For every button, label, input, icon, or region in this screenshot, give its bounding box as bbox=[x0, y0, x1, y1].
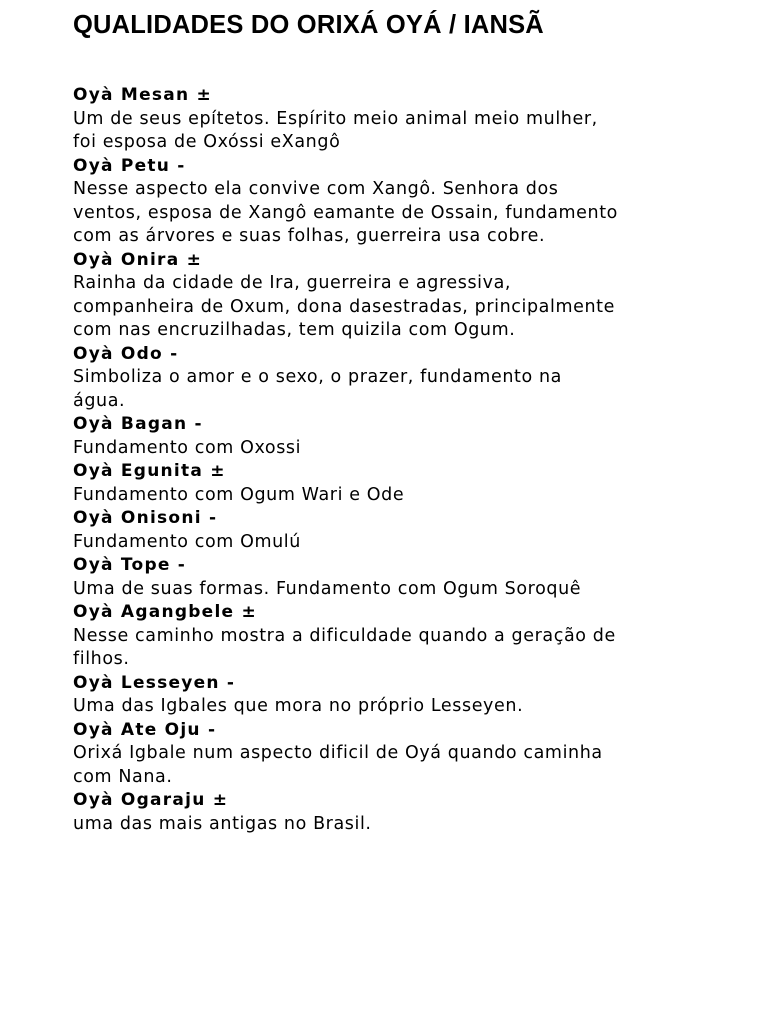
quality-name: Oyà Onisoni - bbox=[73, 508, 218, 528]
description-line: com nas encruzilhadas, tem quizila com Ogum. bbox=[73, 320, 516, 340]
quality-name: Oyà Lesseyen - bbox=[73, 672, 236, 693]
quality-entry bbox=[73, 601, 753, 672]
quality-entry bbox=[73, 343, 753, 414]
quality-description bbox=[73, 484, 753, 508]
quality-description bbox=[73, 178, 753, 249]
description-line: filhos. bbox=[73, 649, 130, 669]
description-line: com as árvores e suas folhas, guerreira usa cobre. bbox=[73, 226, 546, 246]
quality-entry bbox=[73, 719, 753, 790]
quality-description bbox=[73, 108, 753, 155]
quality-name: Oyà Mesan ± bbox=[73, 85, 212, 105]
description-line: uma das mais antigas no Brasil. bbox=[73, 813, 372, 834]
quality-description bbox=[73, 813, 753, 837]
qualities-list bbox=[73, 84, 753, 836]
description-line: com Nana. bbox=[73, 766, 173, 787]
quality-entry bbox=[73, 155, 753, 249]
quality-description bbox=[73, 366, 753, 413]
description-line: companheira de Oxum, dona dasestradas, principalmente bbox=[73, 296, 615, 317]
quality-entry bbox=[73, 249, 753, 343]
description-line: Nesse caminho mostra a dificuldade quando a geração de bbox=[73, 625, 616, 646]
quality-name: Oyà Ate Oju - bbox=[73, 719, 217, 740]
quality-description bbox=[73, 578, 753, 602]
quality-entry bbox=[73, 507, 753, 554]
quality-description bbox=[73, 625, 753, 672]
description-line: foi esposa de Oxóssi eXangô bbox=[73, 132, 341, 152]
description-line: ventos, esposa de Xangô eamante de Ossain, fundamento bbox=[73, 202, 618, 223]
quality-name: Oyà Tope - bbox=[73, 555, 187, 575]
description-line: Uma de suas formas. Fundamento com Ogum Soroquê bbox=[73, 578, 582, 599]
quality-entry bbox=[73, 554, 753, 601]
quality-description bbox=[73, 531, 753, 555]
quality-entry bbox=[73, 460, 753, 507]
description-line: Fundamento com Oxossi bbox=[73, 437, 302, 458]
description-line: Um de seus epítetos. Espírito meio animal meio mulher, bbox=[73, 108, 598, 129]
quality-name: Oyà Odo - bbox=[73, 343, 179, 364]
quality-entry bbox=[73, 84, 753, 155]
quality-name: Oyà Petu - bbox=[73, 155, 186, 176]
description-line: água. bbox=[73, 390, 126, 411]
description-line: Orixá Igbale num aspecto dificil de Oyá quando caminha bbox=[73, 743, 603, 763]
quality-description bbox=[73, 742, 753, 789]
description-line: Nesse aspecto ela convive com Xangô. Senhora dos bbox=[73, 179, 559, 199]
quality-name: Oyà Bagan - bbox=[73, 414, 203, 434]
quality-description bbox=[73, 437, 753, 461]
quality-description bbox=[73, 272, 753, 343]
quality-entry bbox=[73, 672, 753, 719]
quality-entry bbox=[73, 789, 753, 836]
quality-name: Oyà Agangbele ± bbox=[73, 602, 257, 622]
quality-description bbox=[73, 695, 753, 719]
description-line: Uma das Igbales que mora no próprio Lesseyen. bbox=[73, 696, 524, 716]
description-line: Fundamento com Omulú bbox=[73, 531, 301, 552]
description-line: Fundamento com Ogum Wari e Ode bbox=[73, 484, 405, 505]
quality-name: Oyà Egunita ± bbox=[73, 461, 226, 481]
document-page bbox=[73, 8, 753, 836]
quality-entry bbox=[73, 413, 753, 460]
description-line: Simboliza o amor e o sexo, o prazer, fundamento na bbox=[73, 367, 562, 387]
quality-name: Oyà Ogaraju ± bbox=[73, 790, 229, 810]
quality-name: Oyà Onira ± bbox=[73, 249, 203, 270]
page-title: QUALIDADES DO ORIXÁ OYÁ / IANSÃ bbox=[73, 11, 544, 39]
description-line: Rainha da cidade de Ira, guerreira e agressiva, bbox=[73, 273, 512, 293]
